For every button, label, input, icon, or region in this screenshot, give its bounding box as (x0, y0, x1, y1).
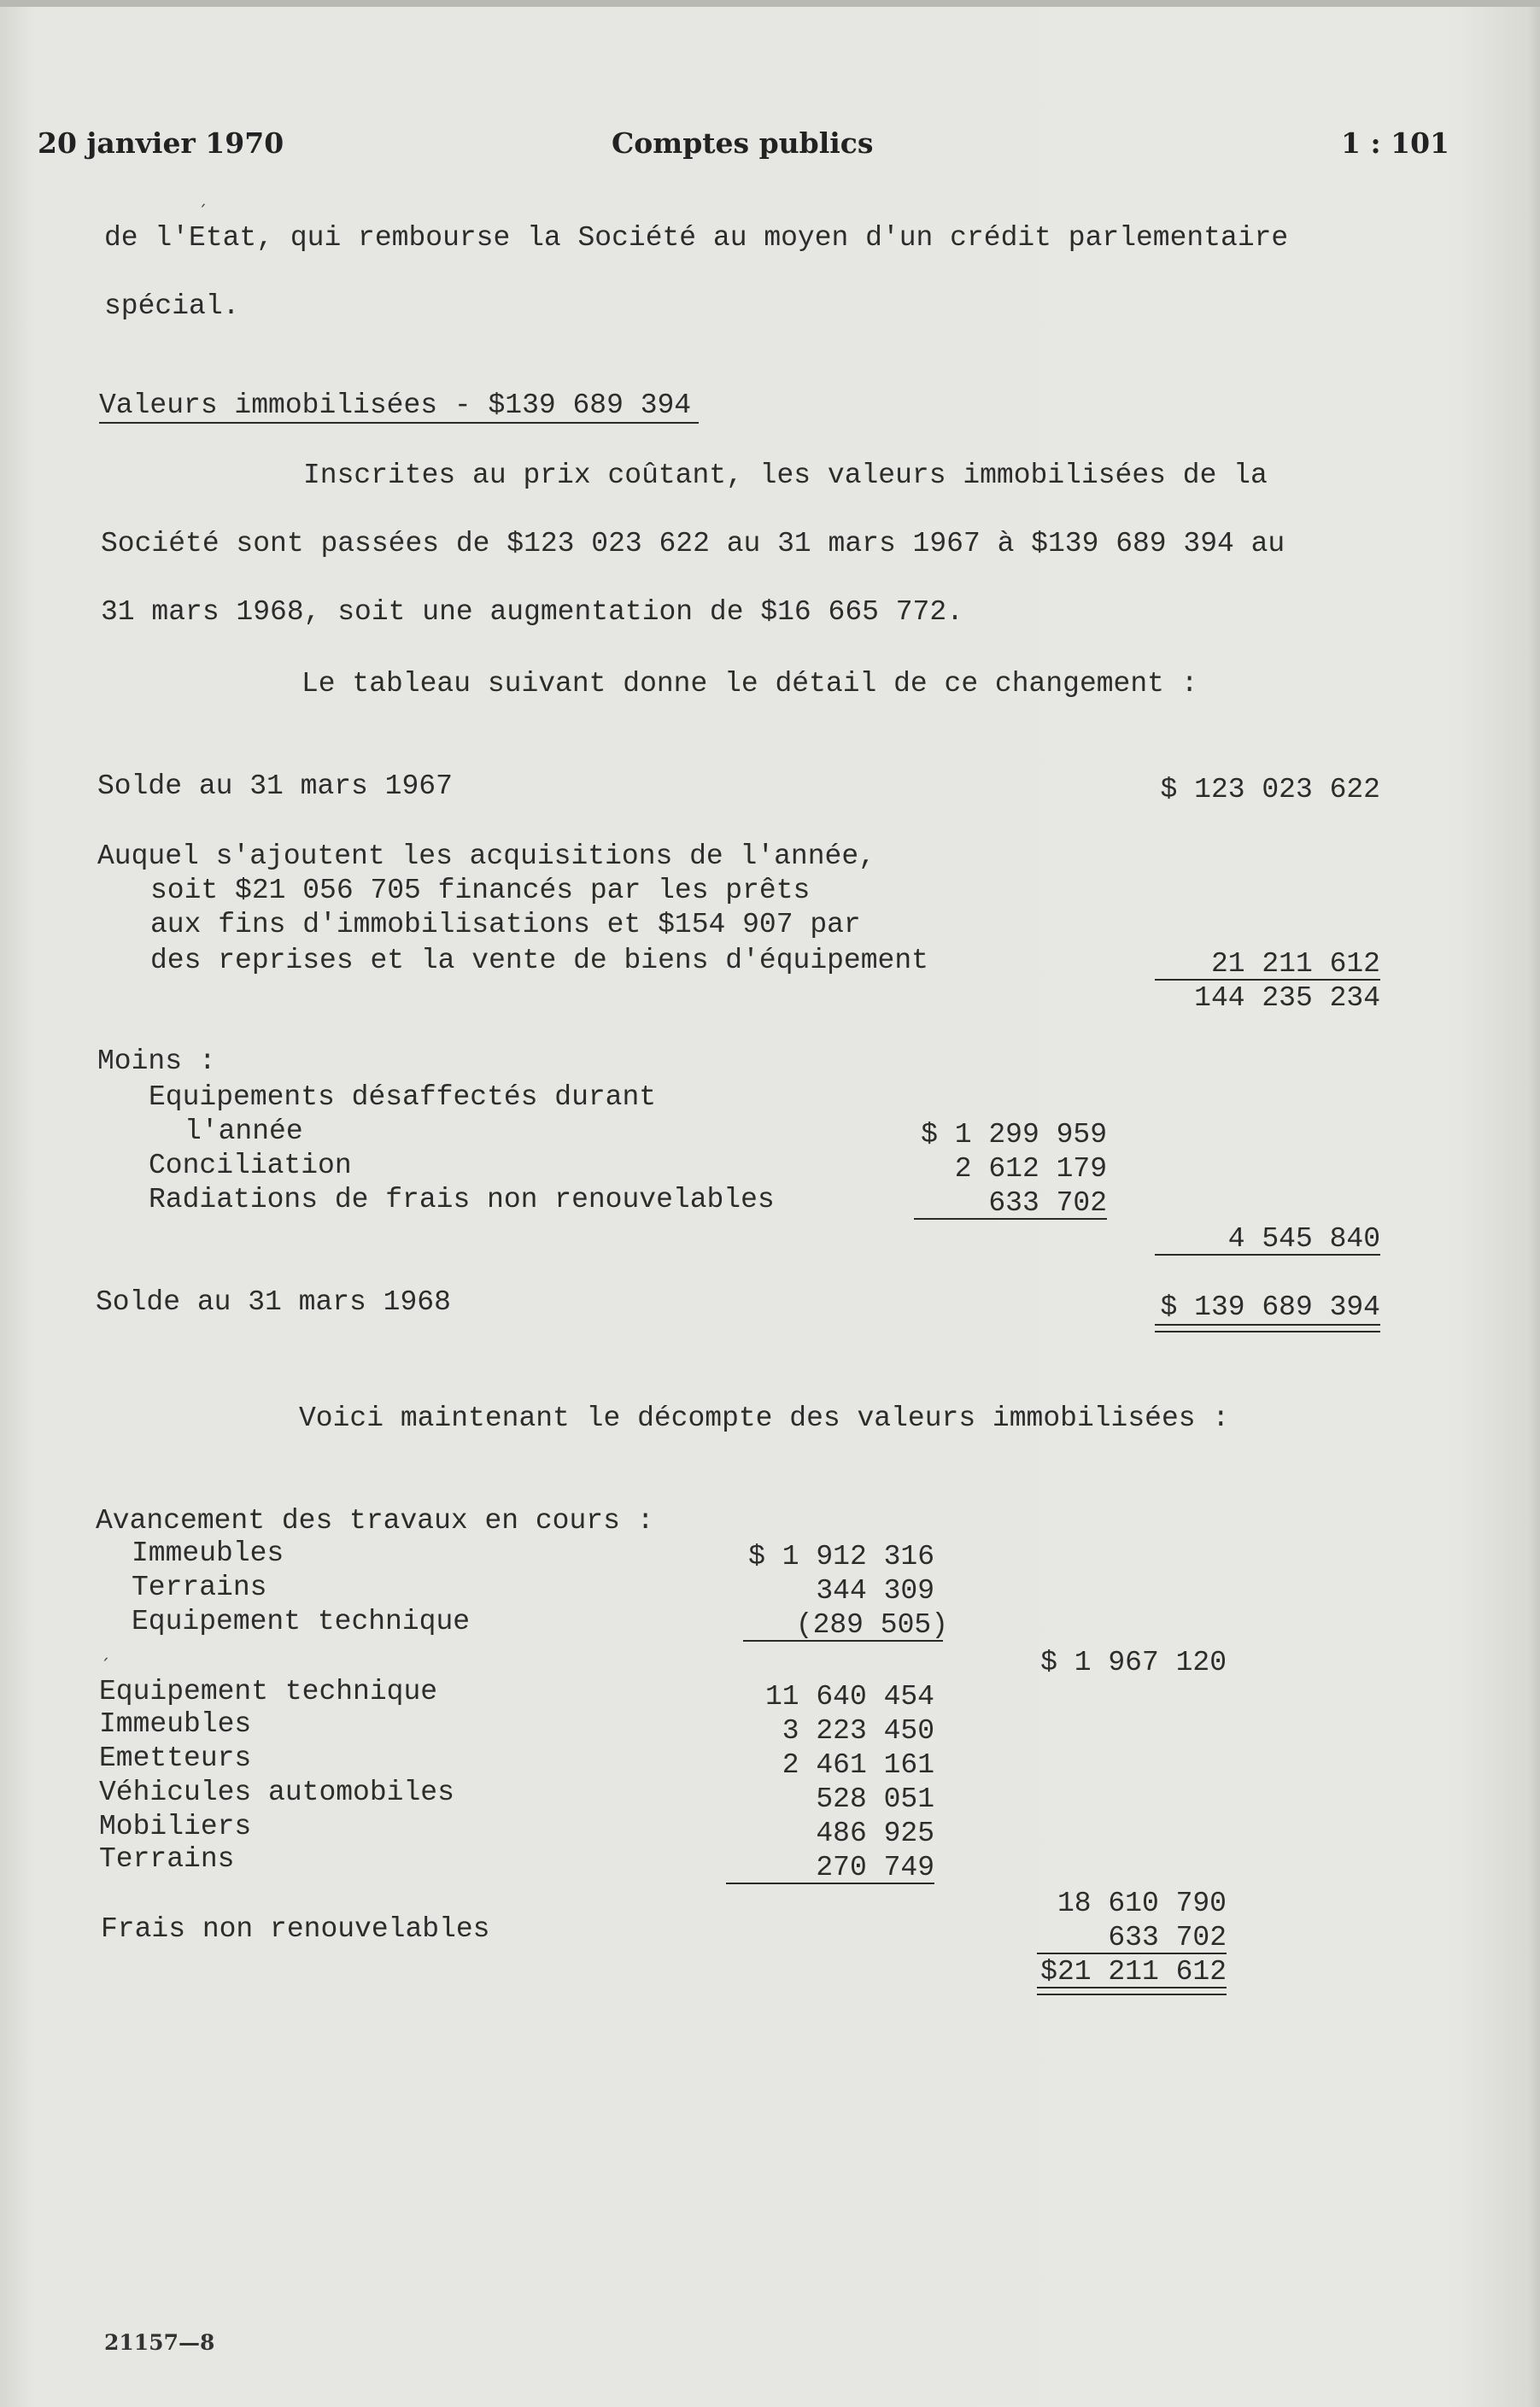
less-item-2-amount: 2 612 179 (954, 1153, 1107, 1185)
section-heading: Valeurs immobilisées - $139 689 394 (99, 389, 692, 421)
item-5-amount: 486 925 (816, 1818, 934, 1849)
wip-item-1-amount: $ 1 912 316 (748, 1541, 934, 1572)
less-total-underline (1155, 1254, 1380, 1256)
less-item-1-amount: $ 1 299 959 (921, 1119, 1107, 1151)
section-heading-underline (99, 422, 699, 424)
item-1-label: Equipement technique (99, 1676, 438, 1707)
nonrenew-amount: 633 702 (1108, 1922, 1227, 1953)
table-intro: Le tableau suivant donne le détail de ce changement : (302, 668, 1198, 700)
additions-line-3: aux fins d'immobilisations et $154 907 par (150, 909, 861, 940)
item-3-amount: 2 461 161 (782, 1749, 934, 1781)
closing-double-underline-2 (1155, 1331, 1380, 1332)
paragraph-line-1: Inscrites au prix coûtant, les valeurs immobilisées de la (303, 460, 1268, 491)
header-page-number: 1 : 101 (1341, 126, 1450, 160)
additions-subtotal: 144 235 234 (1194, 982, 1380, 1014)
less-item-1-label-2: l'année (184, 1116, 303, 1147)
item-4-amount: 528 051 (816, 1783, 934, 1815)
page-top-edge (0, 0, 1540, 7)
additions-line-4: des reprises et la vente de biens d'équipement (150, 945, 928, 976)
grand-total-double-underline-2 (1037, 1994, 1227, 1995)
paragraph-line-3: 31 mars 1968, soit une augmentation de $16 665 772. (101, 596, 963, 628)
accent-mark: ˊ (198, 202, 207, 222)
grand-total: $21 211 612 (1040, 1956, 1227, 1988)
wip-item-2-label: Terrains (132, 1572, 267, 1603)
grand-total-double-underline-1 (1037, 1987, 1227, 1988)
item-2-label: Immeubles (99, 1708, 252, 1740)
items-subtotal: 18 610 790 (1057, 1888, 1227, 1919)
item-6-amount: 270 749 (816, 1852, 934, 1883)
breakdown-intro: Voici maintenant le décompte des valeurs immobilisées : (299, 1403, 1230, 1434)
wip-underline (743, 1640, 943, 1642)
less-item-1-label: Equipements désaffectés durant (149, 1081, 657, 1113)
wip-item-3-amount: (289 505) (795, 1609, 948, 1641)
closing-double-underline-1 (1155, 1324, 1380, 1326)
closing-balance-label: Solde au 31 mars 1968 (96, 1286, 451, 1318)
intro-line-2: spécial. (104, 290, 240, 322)
item-3-label: Emetteurs (99, 1742, 252, 1774)
item-6-label: Terrains (99, 1843, 235, 1875)
item-1-amount: 11 640 454 (764, 1681, 934, 1713)
item-2-amount: 3 223 450 (782, 1715, 934, 1747)
nonrenew-underline (1037, 1953, 1227, 1954)
item-4-label: Véhicules automobiles (99, 1777, 454, 1808)
paragraph-line-2: Société sont passées de $123 023 622 au 31 mars 1967 à $139 689 394 au (101, 528, 1285, 559)
less-item-3-amount: 633 702 (988, 1187, 1107, 1219)
additions-underline (1155, 979, 1380, 981)
item-5-label: Mobiliers (99, 1811, 252, 1842)
items-underline (726, 1883, 934, 1884)
wip-item-2-amount: 344 309 (816, 1575, 934, 1607)
wip-item-3-label: Equipement technique (132, 1606, 471, 1637)
less-label: Moins : (97, 1045, 216, 1077)
header-date: 20 janvier 1970 (38, 126, 284, 160)
opening-balance-amount: $ 123 023 622 (1160, 774, 1380, 805)
additions-amount: 21 211 612 (1210, 948, 1380, 980)
wip-label: Avancement des travaux en cours : (96, 1505, 654, 1537)
wip-total: $ 1 967 120 (1040, 1647, 1227, 1678)
header-title: Comptes publics (612, 126, 874, 160)
additions-line-1: Auquel s'ajoutent les acquisitions de l'année, (97, 840, 875, 872)
less-item-2-label: Conciliation (149, 1150, 352, 1181)
opening-balance-label: Solde au 31 mars 1967 (97, 770, 453, 802)
accent-mark: ˊ (101, 1655, 109, 1676)
wip-item-1-label: Immeubles (132, 1537, 284, 1569)
footer-code: 21157—8 (104, 2330, 215, 2355)
less-item-3-label: Radiations de frais non renouvelables (149, 1184, 775, 1215)
less-underline (914, 1218, 1107, 1220)
closing-balance-amount: $ 139 689 394 (1160, 1291, 1380, 1323)
less-total: 4 545 840 (1227, 1223, 1380, 1255)
intro-line-1: de l'Etat, qui rembourse la Société au moyen d'un crédit parlementaire (104, 222, 1289, 254)
additions-line-2: soit $21 056 705 financés par les prêts (150, 875, 811, 906)
nonrenew-label: Frais non renouvelables (101, 1913, 490, 1945)
